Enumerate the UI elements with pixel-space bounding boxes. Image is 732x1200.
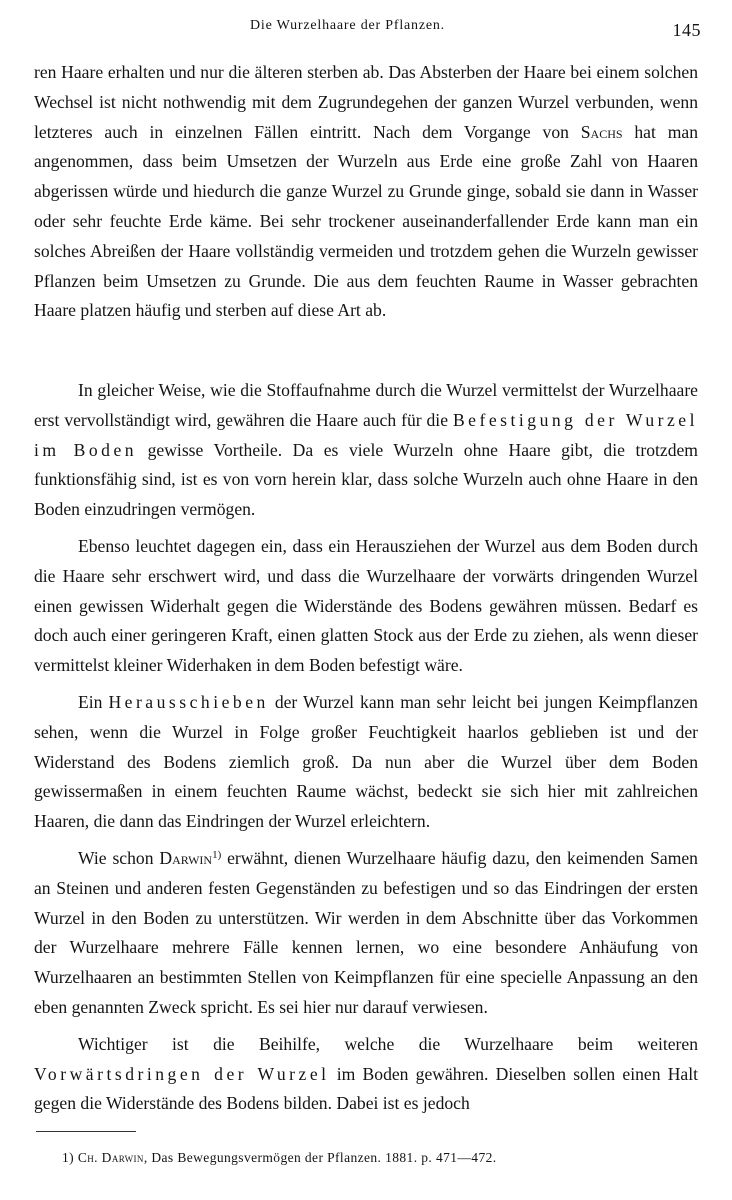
footnote-divider	[36, 1131, 136, 1132]
paragraph-5-text-b: erwähnt, dienen Wurzelhaare häufig dazu, den keimenden Samen an Steinen und anderen festen Gegenständen zu befestigen und so das Eindringen der ersten Wurzel in den Boden zu unterstützen. Wir werden in dem Abschnitte über das Vorkommen der Wurzelhaare mehrere Fälle kennen lernen, wo eine besondere Anhäufung von Wurzelhaaren an bestimmten Stellen von Keimpflanzen für eine specielle Anpassung an den eben genannten Zweck spricht. Es sei hier nur darauf verwiesen.	[34, 847, 698, 1017]
paragraph-4	[34, 688, 698, 837]
paragraph-6-text-a: Wichtiger ist die Beihilfe, welche die Wurzelhaare beim weiteren	[78, 1033, 698, 1054]
paragraph-6	[34, 1030, 698, 1119]
paragraph-2-text-b: gewisse Vortheile. Da es viele Wurzeln ohne Haare gibt, die trotzdem funktionsfähig sind, ist es von vorn herein klar, dass solche Wurzeln auch ohne Haare in den Boden einzudringen vermögen.	[34, 439, 698, 520]
paragraph-2-text-a: In gleicher Weise, wie die Stoffaufnahme durch die Wurzel vermittelst der Wurzelhaare erst vervollständigt wird, gewähren die Haare auch für die	[34, 380, 698, 430]
paragraph-4-text-a: Ein	[78, 691, 109, 712]
paragraph-3: Ebenso leuchtet dagegen ein, dass ein Herausziehen der Wurzel aus dem Boden durch die Haare sehr erschwert wird, und dass die Wurzelhaare der vorwärts dringenden Wurzel einen gewissen Widerhalt gegen die Widerstände des Bodens gewähren müssen. Bedarf es doch auch einer geringeren Kraft, einen glatten Stock aus der Erde zu ziehen, als wenn dieser vermittelst kleiner Widerhaken in dem Boden befestigt wäre.	[34, 535, 698, 676]
paragraph-5-text-a: Wie schon	[78, 847, 160, 868]
emphasis-befestigung: Befestigung der Wurzel im Boden	[34, 409, 699, 460]
emphasis-vorwaertsdringen: Vorwärtsdringen der Wurzel	[34, 1063, 330, 1084]
author-sachs: Sachs	[580, 121, 623, 142]
paragraph-1	[34, 58, 698, 326]
text-block-top	[34, 58, 698, 326]
running-header: Die Wurzelhaare der Pflanzen.	[250, 18, 445, 33]
footnote-reference: 1)	[212, 848, 222, 861]
paragraph-2	[34, 376, 698, 525]
footnote-marker: 1)	[62, 1150, 75, 1165]
page-number: 145	[672, 20, 701, 40]
paragraph-5	[34, 844, 698, 1023]
paragraph-1-text-a: ren Haare erhalten und nur die älteren sterben ab. Das Absterben der Haare bei einem solchen Wechsel ist nicht nothwendig mit dem Zugrundegehen der ganzen Wurzel verbunden, wenn letzteres auch in einzelnen Fällen eintritt. Nach dem Vorgange von	[34, 62, 698, 142]
author-darwin: Darwin	[159, 847, 213, 868]
paragraph-6-text-b: im Boden gewähren. Dieselben sollen einen Halt gegen die Widerstände des Bodens bilden. Dabei ist es jedoch	[34, 1063, 699, 1114]
footnote-author: Ch. Darwin	[77, 1150, 144, 1165]
footnote	[62, 1150, 497, 1166]
paragraph-4-text-b: der Wurzel kann man sehr leicht bei jungen Keimpflanzen sehen, wenn die Wurzel in Folge großer Feuchtigkeit haarlos geblieben ist und der Widerstand des Bodens ziemlich groß. Da nun aber die Wurzel über dem Boden gewissermaßen in einem feuchten Raume wächst, bedeckt sie sich hier mit zahlreichen Haaren, die dann das Eindringen der Wurzel erleichtern.	[34, 691, 698, 832]
footnote-text: , Das Bewegungsvermögen der Pflanzen. 1881. p. 471—472.	[143, 1150, 497, 1165]
emphasis-herausschieben: Herausschieben	[108, 691, 269, 712]
paragraph-1-text-b: hat man angenommen, dass beim Umsetzen der Wurzeln aus Erde eine große Zahl von Haaren abgerissen würde und hiedurch die ganze Wurzel zu Grunde ginge, sobald sie dann in Wasser oder sehr feuchte Erde käme. Bei sehr trockener auseinanderfallender Erde kann man ein solches Abreißen der Haare vollständig vermeiden und trotzdem gehen die Wurzeln gewisser Pflanzen beim Umsetzen zu Grunde. Die aus dem feuchten Raume in Wasser gebrachten Haare platzen häufig und sterben auf diese Art ab.	[34, 121, 698, 321]
text-block-main	[34, 376, 698, 1119]
